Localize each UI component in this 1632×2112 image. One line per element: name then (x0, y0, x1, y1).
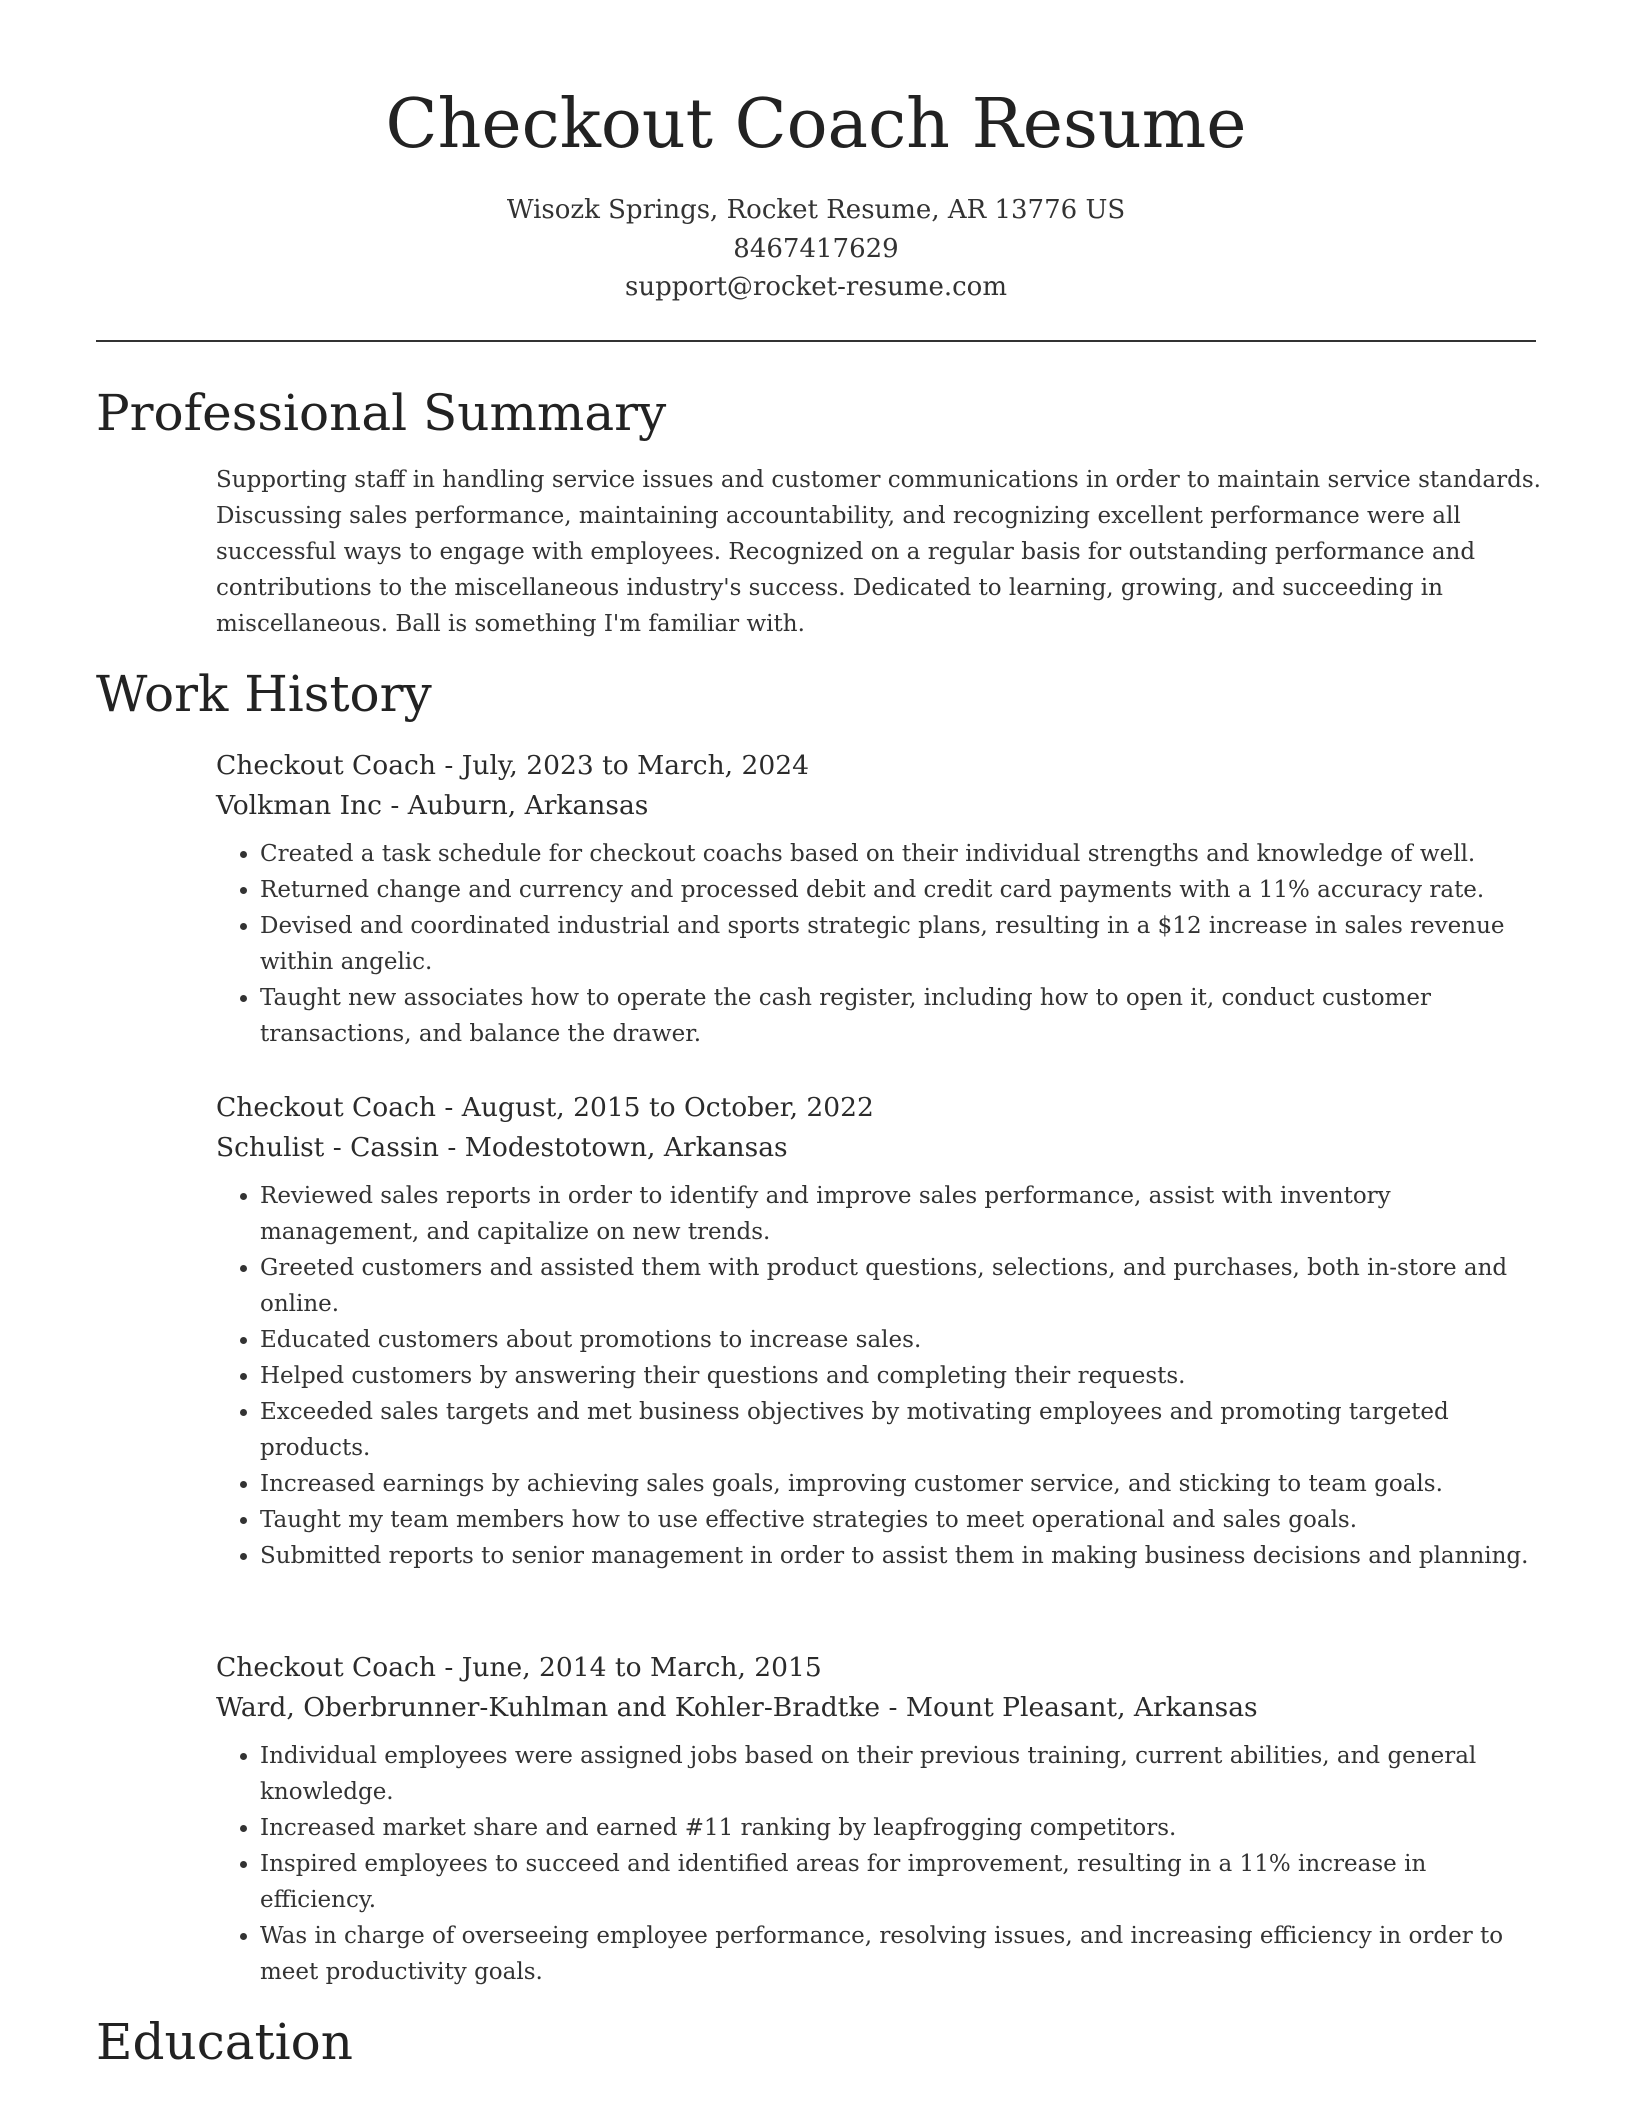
job-bullets (216, 1178, 1546, 1574)
job-location: - Auburn, Arkansas (382, 790, 649, 821)
job-bullet: • Increased earnings by achieving sales goals, improving customer service, and sticking to team goals. (260, 1466, 1546, 1502)
header-divider (96, 340, 1536, 342)
job-bullet: • Individual employees were assigned jobs based on their previous training, current abilities, and general knowledge. (260, 1738, 1546, 1810)
job-company-line (216, 786, 1546, 826)
job-bullets (216, 836, 1546, 1052)
job-bullet: • Helped customers by answering their questions and completing their requests. (260, 1358, 1546, 1394)
job-company: Schulist - Cassin (216, 1132, 439, 1163)
job-dates: - July, 2023 to March, 2024 (435, 750, 809, 781)
contact-address: Wisozk Springs, Rocket Resume, AR 13776 US (506, 195, 1126, 225)
job-title-line (216, 1088, 1546, 1128)
contact-email[interactable]: support@rocket-resume.com (624, 272, 1007, 302)
job-bullet: • Taught my team members how to use effective strategies to meet operational and sales goals. (260, 1502, 1546, 1538)
job-entry (216, 1088, 1546, 1574)
resume-title: Checkout Coach Resume (385, 85, 1247, 164)
job-company: Volkman Inc (216, 790, 382, 821)
job-bullet: • Inspired employees to succeed and identified areas for improvement, resulting in a 11% increase in efficiency. (260, 1846, 1546, 1918)
education-heading: Education (96, 2013, 353, 2071)
job-bullet: • Devised and coordinated industrial and sports strategic plans, resulting in a $12 increase in sales revenue within angelic. (260, 908, 1546, 980)
job-bullet: • Taught new associates how to operate the cash register, including how to open it, conduct customer transactions, and balance the drawer. (260, 980, 1546, 1052)
job-bullet: • Created a task schedule for checkout coachs based on their individual strengths and knowledge of well. (260, 836, 1546, 872)
job-company-line (216, 1128, 1546, 1168)
job-entry (216, 746, 1546, 1052)
job-dates: - August, 2015 to October, 2022 (435, 1092, 874, 1123)
contact-phone: 8467417629 (733, 233, 899, 264)
summary-heading: Professional Summary (96, 384, 667, 442)
job-bullet: • Exceeded sales targets and met business objectives by motivating employees and promoting targeted products. (260, 1394, 1546, 1466)
job-bullet: • Educated customers about promotions to increase sales. (260, 1322, 1546, 1358)
job-title: Checkout Coach (216, 750, 436, 781)
job-company: Ward, Oberbrunner-Kuhlman and Kohler-Bradtke (216, 1692, 881, 1723)
job-bullet: • Reviewed sales reports in order to identify and improve sales performance, assist with inventory management, and capitalize on new trends. (260, 1178, 1546, 1250)
work-history-heading: Work History (96, 665, 432, 723)
job-bullet: • Was in charge of overseeing employee performance, resolving issues, and increasing efficiency in order to meet productivity goals. (260, 1918, 1546, 1990)
job-bullets (216, 1738, 1546, 1990)
job-bullet: • Greeted customers and assisted them with product questions, selections, and purchases, both in-store and online. (260, 1250, 1546, 1322)
job-entry (216, 1648, 1546, 1990)
job-bullet: • Increased market share and earned #11 ranking by leapfrogging competitors. (260, 1810, 1546, 1846)
summary-text: Supporting staff in handling service issues and customer communications in order to maintain service standards. Discussing sales performance, maintaining accountability, and recognizing excellent performance were all successful ways to engage with employees. Recognized on a regular basis for outstanding performance and contributions to the miscellaneous industry's success. Dedicated to learning, growing, and succeeding in miscellaneous. Ball is something I'm familiar with. (216, 467, 1541, 637)
job-location: - Modestotown, Arkansas (438, 1132, 788, 1163)
job-bullet: • Submitted reports to senior management in order to assist them in making business decisions and planning. (260, 1538, 1546, 1574)
job-dates: - June, 2014 to March, 2015 (435, 1652, 822, 1683)
job-bullet: • Returned change and currency and processed debit and credit card payments with a 11% accuracy rate. (260, 872, 1546, 908)
contact-block (0, 191, 1632, 307)
job-title: Checkout Coach (216, 1092, 436, 1123)
job-title-line (216, 1648, 1546, 1688)
job-title-line (216, 746, 1546, 786)
job-location: - Mount Pleasant, Arkansas (880, 1692, 1258, 1723)
job-company-line (216, 1688, 1546, 1728)
job-title: Checkout Coach (216, 1652, 436, 1683)
